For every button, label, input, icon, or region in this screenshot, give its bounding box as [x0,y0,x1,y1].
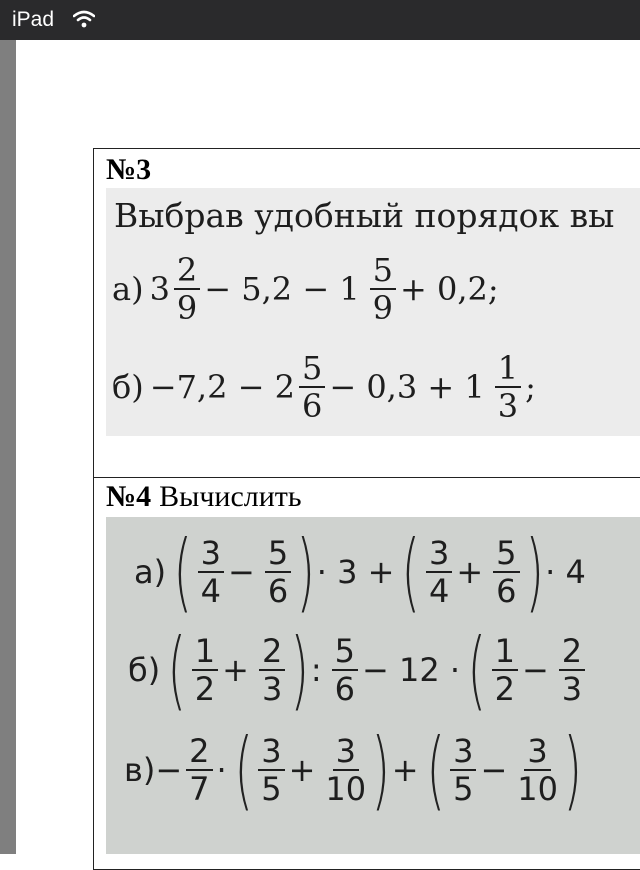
expr-end: + 0,2; [400,270,499,308]
wifi-icon [73,10,95,28]
fraction: $\frac{3}{5}$ [258,735,284,805]
task4-expression-b: б) ( $\frac{1}{2}$ + $\frac{2}{3}$ ) : $\frac{5}{6}$ − 12 · ( $\frac{1}{2}$ − $\frac{2}{3}$ [128,627,589,713]
fraction: $\frac{3}{10}$ [517,732,558,808]
expr-start: − [155,751,183,789]
task4-expression-c: в) − $\frac{2}{7}$ · ( $\frac{3}{5}$ + $\frac{3}{10}$ ) + ( $\frac{3}{5}$ − $\frac{3}{10}$ ) [124,720,582,820]
expr-mid: · 3 + [316,553,395,591]
task4-title: №4 Вычислить [106,480,302,513]
fraction: $\frac{5}{6}$ [299,352,325,422]
label: а) [134,553,167,591]
fraction: $\frac{5}{6}$ [332,635,358,705]
expr-mid2: − 12 · [362,651,461,689]
label: в) [124,751,156,789]
fraction: $\frac{1}{3}$ [495,352,521,422]
expr-start: −7,2 − 2 [149,368,295,406]
whole: 3 [149,270,170,308]
table-row-divider [93,477,640,478]
expr-end: · 4 [545,553,586,591]
label: а) [112,270,144,308]
fraction: $\frac{3}{4}$ [426,537,452,607]
fraction: $\frac{3}{4}$ [198,537,224,607]
fraction: $\frac{2}{7}$ [186,735,212,805]
fraction: $\frac{2}{3}$ [559,635,585,705]
task3-title: №3 [106,153,152,186]
carrier-label: iPad [12,8,55,31]
expr-mid: : [310,651,322,689]
fraction: $\frac{2}{3}$ [259,635,285,705]
expr-mid: − 5,2 − 1 [204,270,360,308]
fraction: $\frac{2}{9}$ [174,254,200,324]
task4-expression-a: а) ( $\frac{3}{4}$ − $\frac{5}{6}$ ) · 3 + ( $\frac{3}{4}$ + $\frac{5}{6}$ ) · 4 [134,522,586,622]
task4-photo [106,517,640,854]
expr-mid: − 0,3 + 1 [329,368,485,406]
fraction: $\frac{1}{2}$ [192,635,218,705]
fraction: $\frac{3}{5}$ [450,735,476,805]
left-margin-bar [0,40,16,854]
task4-subtitle: Вычислить [159,480,302,513]
task3-intro: Выбрав удобный порядок вы [114,196,615,235]
expr-end: ; [525,368,536,406]
label: б) [112,368,144,406]
status-bar [0,0,640,40]
task3-photo [106,188,640,436]
task3-expression-a [112,251,499,327]
fraction: $\frac{5}{6}$ [265,537,291,607]
fraction: $\frac{5}{6}$ [493,537,519,607]
task3-expression-b [112,349,536,425]
label: б) [128,651,161,689]
fraction: $\frac{3}{10}$ [325,732,367,808]
fraction: $\frac{5}{9}$ [370,254,396,324]
fraction: $\frac{1}{2}$ [492,635,518,705]
